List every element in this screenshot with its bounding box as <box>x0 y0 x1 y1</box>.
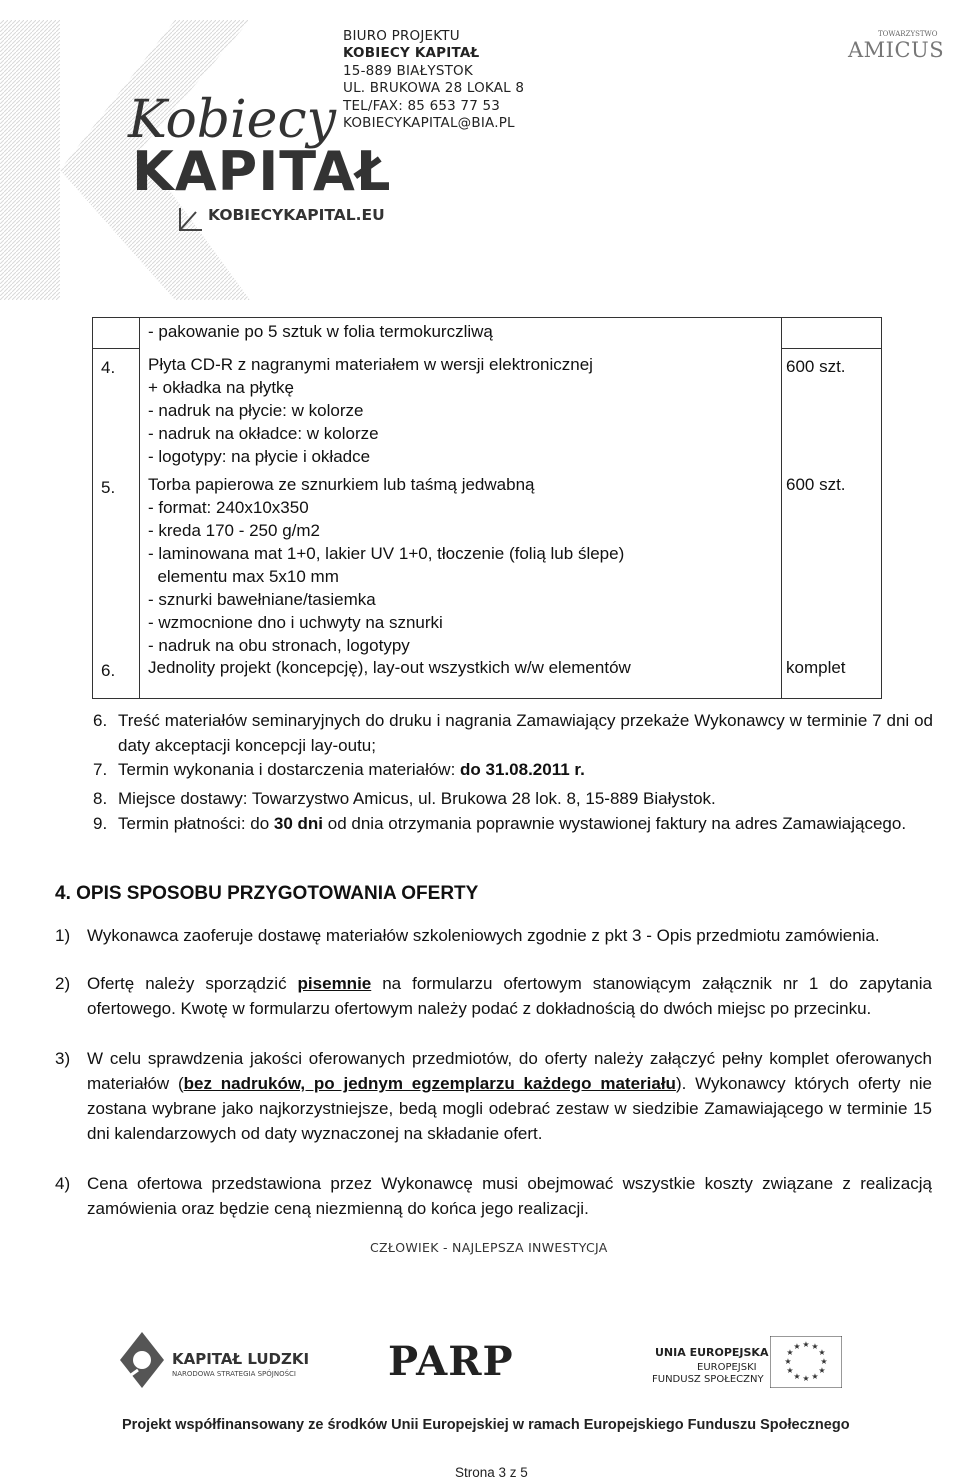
items-table <box>92 317 882 699</box>
point-9-part: od dnia otrzymania poprawnie wystawionej faktury na adres Zamawiającego. <box>323 814 907 833</box>
item-2-text <box>87 971 932 1021</box>
logo-url: KOBIECYKAPITAL.EU <box>208 206 385 224</box>
org-line: BIURO PROJEKTU <box>343 28 460 44</box>
description-line: - laminowana mat 1+0, lakier UV 1+0, tłoczenie (folią lub ślepe) <box>148 544 625 563</box>
ue-title: UNIA EUROPEJSKA <box>655 1346 769 1359</box>
description-line: - kreda 170 - 250 g/m2 <box>148 521 320 540</box>
svg-text:★: ★ <box>802 1374 810 1383</box>
logo-script-text: Kobiecy <box>128 90 336 150</box>
organization-address <box>343 28 524 132</box>
table-col-divider <box>781 318 782 698</box>
item-2-part: Ofertę należy sporządzić <box>87 974 298 993</box>
table-row-number: 4. <box>101 358 116 377</box>
org-line: 15-889 BIAŁYSTOK <box>343 62 473 79</box>
description-line: - wzmocnione dno i uchwyty na sznurki <box>148 613 443 632</box>
item-number: 2) <box>55 974 71 993</box>
org-line: UL. BRUKOWA 28 LOKAL 8 <box>343 80 525 97</box>
table-row-divider <box>93 348 139 349</box>
svg-text:★: ★ <box>818 1366 826 1375</box>
parp-logo: PARP <box>388 1338 514 1385</box>
item-3-emphasis: bez nadruków, po jednym egzemplarzu każdego materiału <box>183 1074 676 1093</box>
org-line: KOBIECY KAPITAŁ <box>343 45 480 62</box>
footer-logos <box>0 1300 960 1410</box>
svg-text:★: ★ <box>786 1366 794 1375</box>
description-line: - nadruk na płycie: w kolorze <box>148 401 364 420</box>
item-number: 3) <box>55 1049 71 1068</box>
point-number: 6. <box>93 711 108 730</box>
item-3-part: ). Wykonawcy których oferty nie zostana wybrane jako najkorzystniejsze, bedą mogli odebrać zestaw w siedzibie Zamawiającego w terminie 15 dni kalendarzowych od daty wyznaczonej na składanie ofert. <box>87 1074 932 1143</box>
svg-text:★: ★ <box>811 1342 819 1351</box>
svg-text:★: ★ <box>802 1340 810 1349</box>
ue-subtitle: FUNDUSZ SPOŁECZNY <box>652 1374 764 1385</box>
point-number: 9. <box>93 814 108 833</box>
amicus-small-text: TOWARZYSTWO <box>878 30 938 38</box>
svg-text:★: ★ <box>786 1348 794 1357</box>
section-heading: 4. OPIS SPOSOBU PRZYGOTOWANIA OFERTY <box>55 883 479 904</box>
description-line: - nadruk na okładce: w kolorze <box>148 424 379 443</box>
item-2-emphasis: pisemnie <box>297 974 372 993</box>
table-row-quantity: komplet <box>786 658 846 677</box>
item-3-part: W celu sprawdzenia jakości oferowanych przedmiotów, do oferty należy załączyć pełny komplet oferowanych materiałów ( <box>87 1049 932 1093</box>
page-number: Strona 3 z 5 <box>455 1465 528 1480</box>
kapital-ludzki-title: KAPITAŁ LUDZKI <box>172 1350 310 1368</box>
logo-word: KAPITAŁ <box>132 140 392 203</box>
description-line: - format: 240x10x350 <box>148 498 309 517</box>
svg-text:★: ★ <box>784 1357 792 1366</box>
table-row-quantity: 600 szt. <box>786 475 846 494</box>
point-6-text: Treść materiałów seminaryjnych do druku i nagrania Zamawiający przekaże Wykonawcy w terminie 7 dni od daty akceptacji koncepcji lay-outu; <box>118 711 933 755</box>
ue-subtitle: EUROPEJSKI <box>697 1362 757 1373</box>
table-row-description: Jednolity projekt (koncepcję), lay-out wszystkich w/w elementów <box>148 658 631 677</box>
item-3-text <box>87 1046 932 1146</box>
kapital-ludzki-emblem-icon <box>118 1330 166 1390</box>
svg-text:★: ★ <box>820 1357 828 1366</box>
point-9-days: 30 dni <box>273 814 324 833</box>
table-row-number: 6. <box>101 661 116 680</box>
svg-text:★: ★ <box>818 1348 826 1357</box>
point-9-text <box>118 811 933 836</box>
table-row-description <box>148 473 624 657</box>
svg-text:★: ★ <box>811 1372 819 1381</box>
eu-flag-icon <box>770 1336 842 1388</box>
description-line: - logotypy: na płycie i okładce <box>148 447 371 466</box>
svg-text:★: ★ <box>793 1372 801 1381</box>
table-col-divider <box>139 318 140 698</box>
point-9-part: Termin płatności: do <box>118 814 274 833</box>
footer-slogan: CZŁOWIEK - NAJLEPSZA INWESTYCJA <box>370 1240 608 1255</box>
description-line: elementu max 5x10 mm <box>148 567 339 586</box>
point-number: 7. <box>93 760 108 779</box>
cofinancing-note: Projekt współfinansowany ze środków Unii Europejskiej w ramach Europejskiego Funduszu Społecznego <box>122 1417 850 1433</box>
table-row-quantity: 600 szt. <box>786 357 846 376</box>
description-line: Płyta CD-R z nagranymi materiałem w wersji elektronicznej <box>148 355 593 374</box>
item-1-text: Wykonawca zaoferuje dostawę materiałów szkoleniowych zgodnie z pkt 3 - Opis przedmiotu zamówienia. <box>87 926 880 945</box>
amicus-name: AMICUS <box>848 38 945 62</box>
description-line: - nadruk na obu stronach, logotypy <box>148 636 410 655</box>
item-number: 1) <box>55 926 71 945</box>
point-7-text <box>118 757 585 782</box>
item-4-text: Cena ofertowa przedstawiona przez Wykonawcę musi obejmować wszystkie koszty związane z realizacją zamówienia oraz będzie ceną niezmienną do końca jego realizacji. <box>87 1174 932 1218</box>
kapital-ludzki-subtitle: NARODOWA STRATEGIA SPÓJNOŚCI <box>172 1370 296 1378</box>
table-row-number: 5. <box>101 478 116 497</box>
logo-url-arrow-icon <box>176 206 204 234</box>
org-line: KOBIECYKAPITAL@BIA.PL <box>343 115 515 132</box>
svg-text:★: ★ <box>793 1342 801 1351</box>
table-cell-packing: - pakowanie po 5 sztuk w folia termokurczliwą <box>148 322 493 341</box>
table-row-description <box>148 353 593 468</box>
point-7-label: Termin wykonania i dostarczenia materiałów: <box>118 760 461 779</box>
point-8-text: Miejsce dostawy: Towarzystwo Amicus, ul. Brukowa 28 lok. 8, 15-889 Białystok. <box>118 789 716 808</box>
amicus-logo <box>842 30 960 72</box>
point-number: 8. <box>93 789 108 808</box>
description-line: + okładka na płytkę <box>148 378 295 397</box>
item-number: 4) <box>55 1174 71 1193</box>
org-line: TEL/FAX: 85 653 77 53 <box>343 97 501 114</box>
description-line: Torba papierowa ze sznurkiem lub taśmą jedwabną <box>148 475 535 494</box>
description-line: - sznurki bawełniane/tasiemka <box>148 590 376 609</box>
table-row-divider <box>781 348 881 349</box>
point-7-deadline: do 31.08.2011 r. <box>460 760 585 779</box>
item-2-part: na formularzu ofertowym stanowiącym załącznik nr 1 do zapytania ofertowego. Kwotę w formularzu ofertowym należy podać z dokładnością do dwóch miejsc po przecinku. <box>87 974 932 1018</box>
